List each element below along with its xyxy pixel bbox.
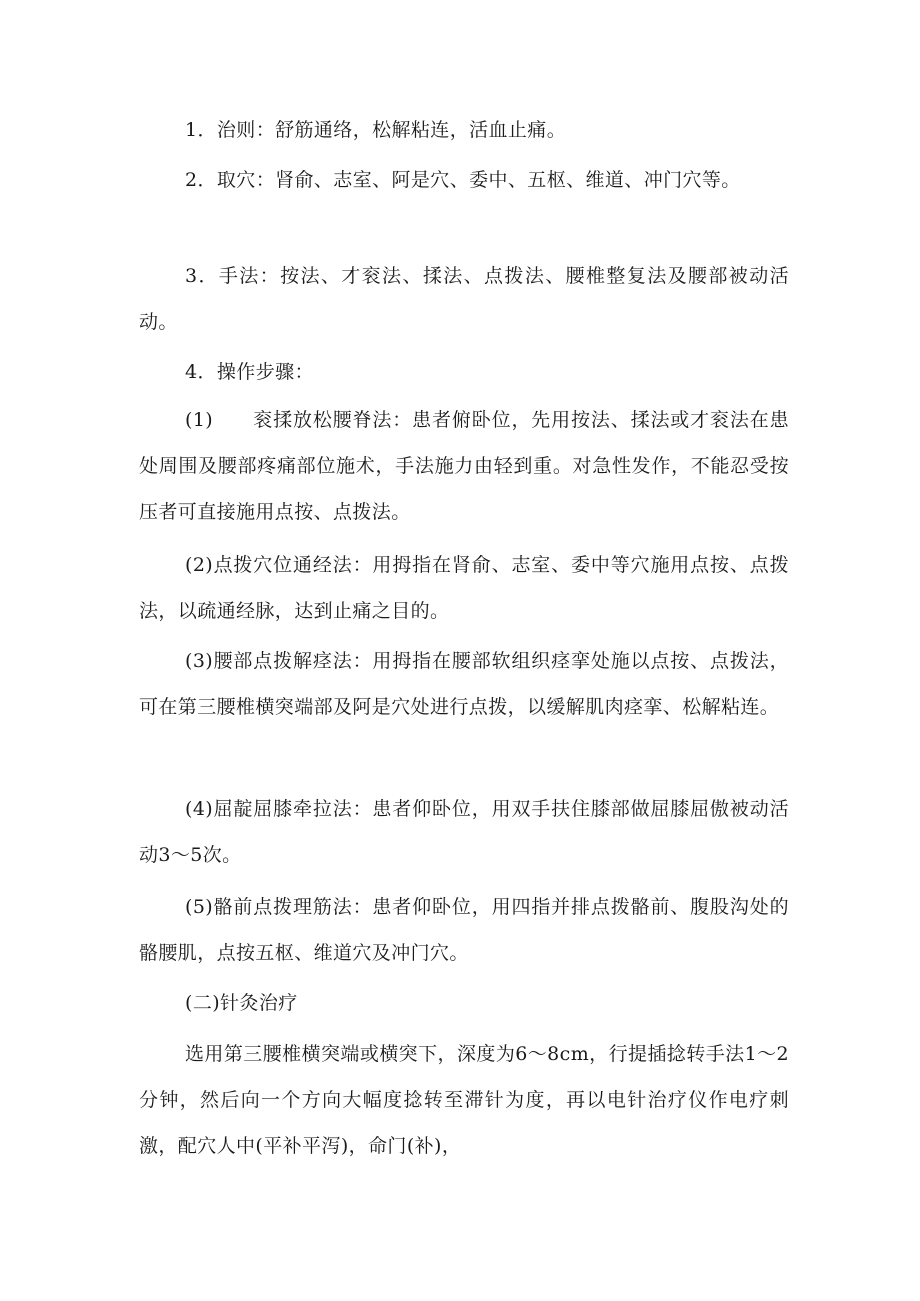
paragraph-step-1: (1) 衮揉放松腰脊法：患者俯卧位，先用按法、揉法或才衮法在患处周围及腰部疼痛部位施术，手法施力由轻到重。对急性发作，不能忍受按压者可直接施用点按、点拨法。 [139, 409, 789, 523]
paragraph-step-5: (5)骼前点拨理筋法：患者仰卧位，用四指并排点拨骼前、腹股沟处的骼腰肌，点按五枢、维道穴及冲门穴。 [139, 896, 789, 964]
paragraph-step-4: (4)屈靛屈膝牵拉法：患者仰卧位，用双手扶住膝部做屈膝屈傲被动活动3～5次。 [139, 798, 789, 866]
paragraph-acupoints: 2．取穴：肾俞、志室、阿是穴、委中、五枢、维道、冲门穴等。 [185, 169, 741, 191]
paragraph-principle: 1．治则：舒筋通络，松解粘连，活血止痛。 [185, 119, 567, 141]
paragraph-step-3: (3)腰部点拨解痉法：用拇指在腰部软组织痉挛处施以点按、点拨法，可在第三腰椎横突端部及阿是穴处进行点拨，以缓解肌肉痉挛、松解粘连。 [139, 650, 789, 718]
paragraph-techniques: 3．手法：按法、才衮法、揉法、点拨法、腰椎整复法及腰部被动活动。 [139, 265, 789, 333]
paragraph-steps-heading: 4．操作步骤： [185, 361, 314, 383]
paragraph-acupuncture: 选用第三腰椎横突端或横突下，深度为6～8cm，行提插捻转手法1～2分钟，然后向一个方向大幅度捻转至滞针为度，再以电针治疗仪作电疗刺激，配穴人中(平补平泻)，命门(补)， [139, 1043, 789, 1157]
section-heading-acupuncture: (二)针灸治疗 [185, 992, 298, 1014]
paragraph-step-2: (2)点拨穴位通经法：用拇指在肾俞、志室、委中等穴施用点按、点拨法，以疏通经脉，达到止痛之目的。 [139, 554, 789, 622]
